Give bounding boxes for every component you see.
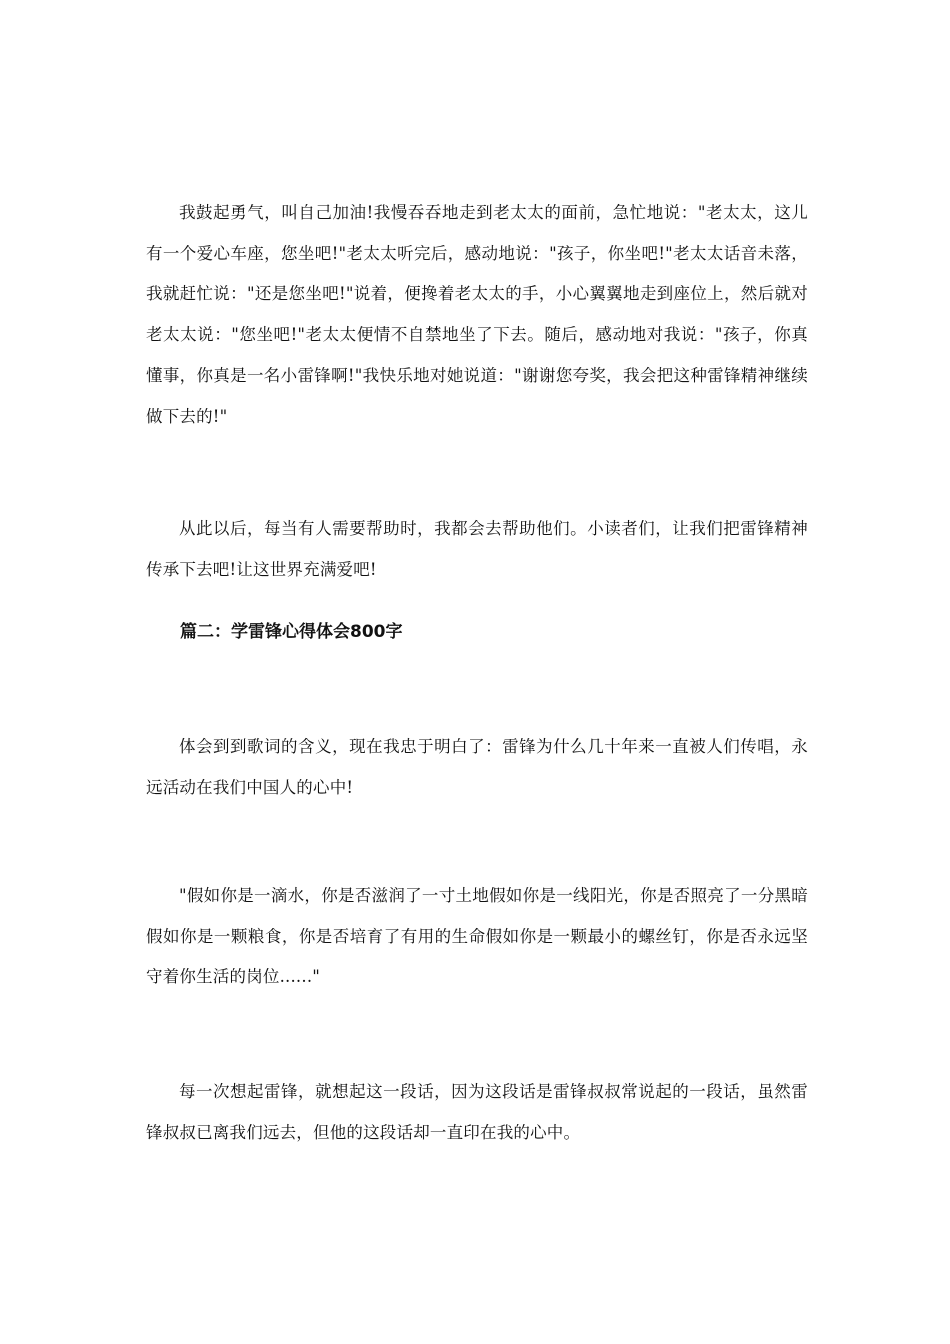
paragraph-bus-seat-story: 我鼓起勇气，叫自己加油!我慢吞吞地走到老太太的面前，急忙地说："老太太，这儿有一个爱心车座，您坐吧!"老太太听完后，感动地说："孩子，你坐吧!"老太太话音未落，我就赶忙说："还是您坐吧!"说着，便搀着老太太的手，小心翼翼地走到座位上，然后就对老太太说："您坐吧!"老太太便情不自禁地坐了下去。随后，感动地对我说："孩子，你真懂事，你真是一名小雷锋啊!"我快乐地对她说道："谢谢您夸奖，我会把这种雷锋精神继续做下去的!" (146, 203, 808, 426)
paragraph-conclusion: 从此以后，每当有人需要帮助时，我都会去帮助他们。小读者们，让我们把雷锋精神传承下去吧!让这世界充满爱吧! (146, 519, 808, 579)
section-heading: 篇二：学雷锋心得体会800字 (180, 622, 403, 642)
paragraph-quote: "假如你是一滴水，你是否滋润了一寸土地假如你是一线阳光，你是否照亮了一分黑暗假如你是一颗粮食，你是否培育了有用的生命假如你是一颗最小的螺丝钉，你是否永远坚守着你生活的岗位......" (146, 886, 808, 987)
paragraph-lyrics-meaning: 体会到到歌词的含义，现在我忠于明白了：雷锋为什么几十年来一直被人们传唱，永远活动在我们中国人的心中! (146, 737, 808, 797)
paragraph-reflection: 每一次想起雷锋，就想起这一段话，因为这段话是雷锋叔叔常说起的一段话，虽然雷锋叔叔已离我们远去，但他的这段话却一直印在我的心中。 (146, 1082, 808, 1142)
